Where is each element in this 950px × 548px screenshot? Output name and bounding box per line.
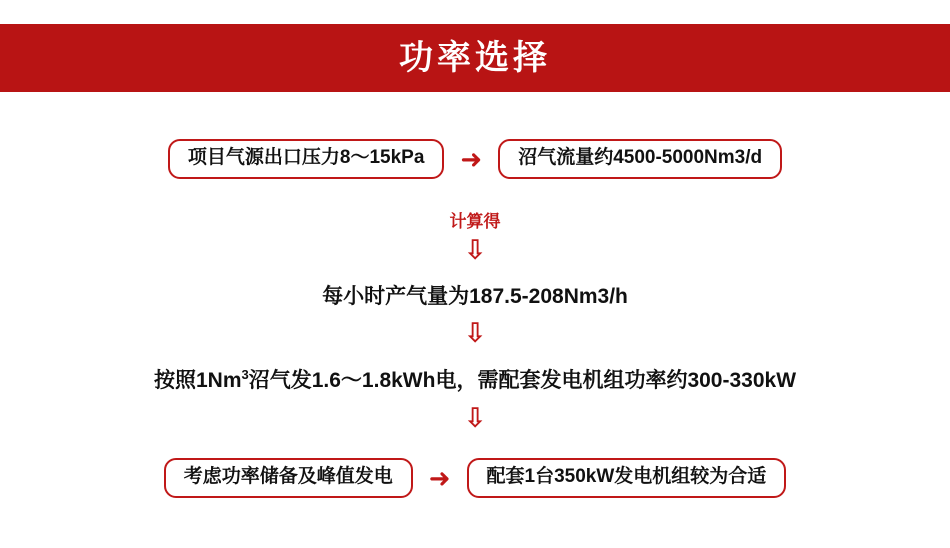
- node-biogas-flow-rate: 沼气流量约4500-5000Nm3/d: [498, 139, 782, 180]
- flow-row-bottom: [0, 456, 950, 500]
- header-banner: [0, 24, 950, 92]
- arrow-down-icon-2: ⇩: [463, 318, 487, 348]
- arrow-right-icon: ➜: [460, 144, 483, 174]
- page-title: 功率选择: [399, 39, 551, 77]
- node-power-reserve-consideration: 考虑功率储备及峰值发电: [164, 458, 413, 499]
- arrow-down-icon-3: ⇩: [463, 403, 487, 433]
- calculation-label: 计算得: [449, 212, 501, 231]
- power-req-suffix: 沼气发1.6～1.8kWh电，需配套发电机组功率约300-330kW: [248, 369, 797, 392]
- flow-row-top: [0, 137, 950, 181]
- node-gas-source-pressure: 项目气源出口压力8～15kPa: [168, 139, 445, 180]
- power-req-superscript: 3: [241, 367, 249, 382]
- arrow-right-icon-2: ➜: [428, 463, 451, 493]
- node-recommended-generator: 配套1台350kW发电机组较为合适: [467, 458, 787, 499]
- flow-diagram: [0, 92, 950, 548]
- node-generator-power-requirement: [0, 364, 950, 394]
- node-hourly-gas-output: 每小时产气量为187.5-208Nm3/h: [322, 285, 628, 308]
- power-req-prefix: 按照1Nm: [153, 369, 242, 392]
- arrow-down-icon-1: ⇩: [463, 235, 487, 265]
